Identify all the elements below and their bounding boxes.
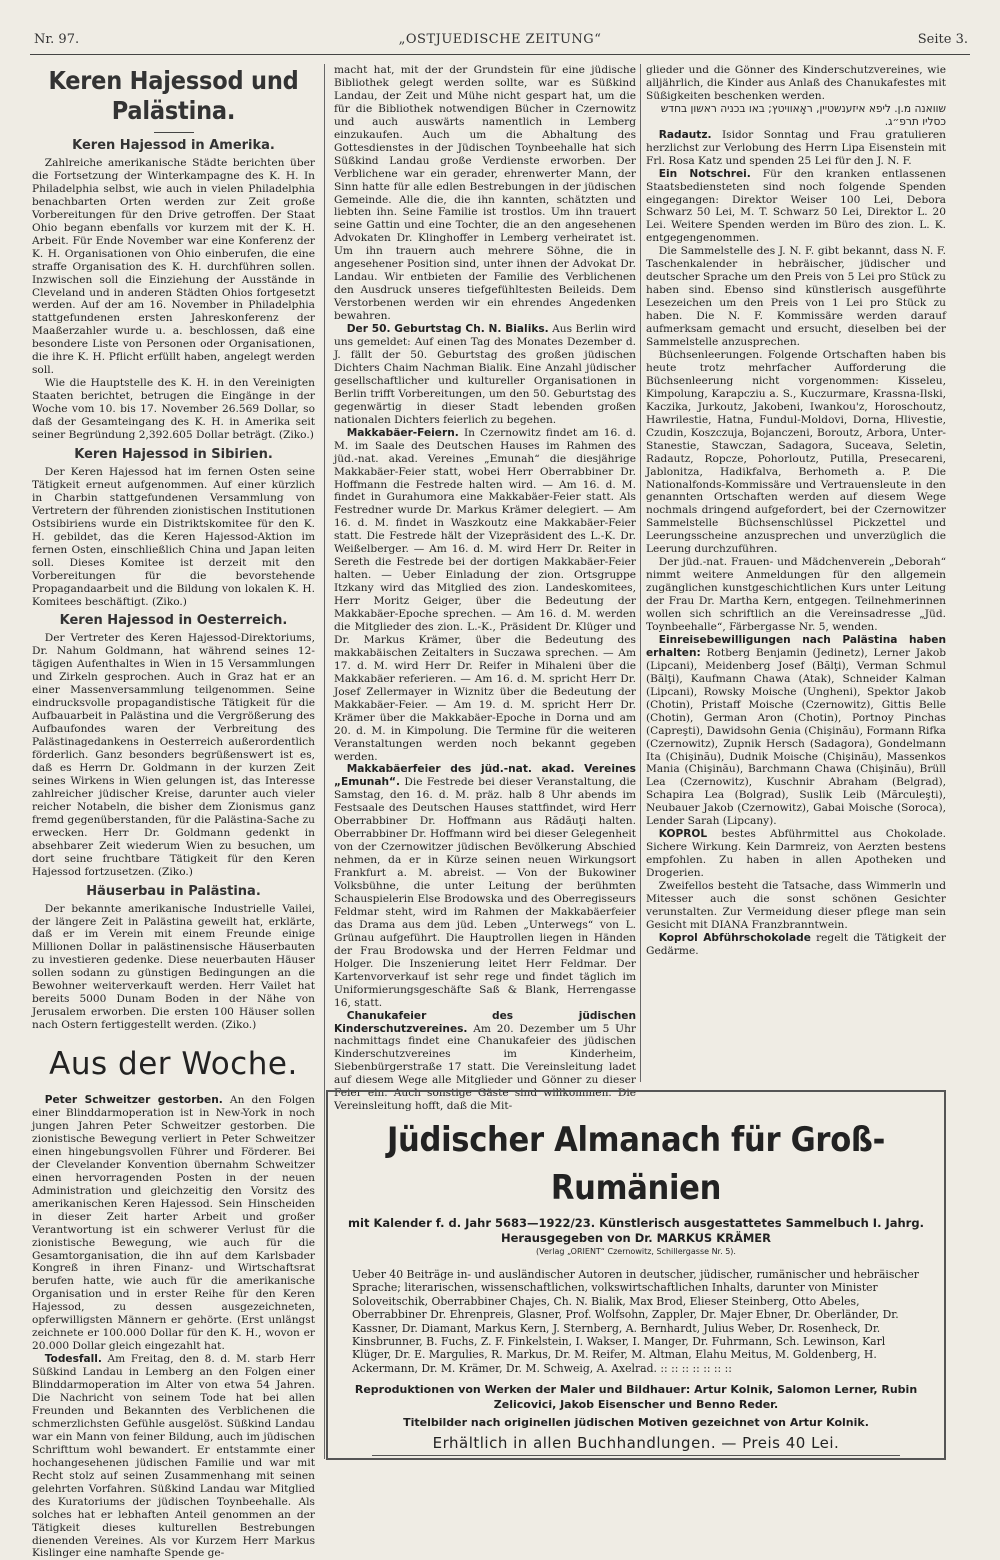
article-paragraph: Wie die Hauptstelle des K. H. in den Vereinigten Staaten berichtet, betrugen die Eingänge in der Woche vom 10. bis 17. November 26.569 Dollar, so daß der Gesamteingang des K. H. in Amerika seit seiner Begründung 2,392.605 Dollar beträgt. (Ziko.) xyxy=(32,377,315,442)
article-paragraph: Der Keren Hajessod hat im fernen Osten seine Tätigkeit erneut aufgenommen. Auf einer kürzlich in Charbin stattgefundenen Versammlung von Vertretern der führenden zionistischen Institutionen Ostsibiriens wurde ein Distriktskomitee für den K. H. gebildet, das die Keren Hajessod-Aktion im fernen Osten, einschließlich China und Japan leiten soll. Dieses Komitee ist derzeit mit den Vorbereitungen für die bevorstehende Propagandaarbeit und die Bildung von lokalen K. H. Komitees beschäftigt. (Ziko.) xyxy=(32,465,315,608)
header-rule xyxy=(30,54,970,55)
article-paragraph: Büchsenleerungen. Folgende Ortschaften haben bis heute trotz mehrfacher Aufforderung die Büchsenleerung nicht vorgenommen: Kisseleu, Kimpolung, Karapcziu a. S., Kuczurmare, Krassna-Ilski, Kaczika, Jurkoutz, Jakobeni, Iwankou'z, Horoschoutz, Hawrilestie, Hatna, Fundul-Moldovi, Dorna, Hlivestie, Czudin, Koszczuja, Bojanczeni, Boroutz, Arbora, Unter-Stanestie, Stawczan, Sadagora, Suceava, Seletin, Radautz, Ropcze, Pohorloutz, Putilla, Presecareni, Jablonitza, Hadikfalva, Berhometh a. P. Die Nationalfonds-Kommissäre und Vertrauensleute in den genannten Ortschaften werden auf diesem Wege nochmals dringend aufgefordert, bei der Czernowitzer Sammelstelle Büchsenschlüssel Pickzettel und Leerungsscheine anzusprechen und unverzüglich die Leerung durchzuführen. xyxy=(646,348,946,556)
article-paragraph xyxy=(32,1353,315,1560)
paragraph-text: Die Festrede bei dieser Veranstaltung, die Samstag, den 16. d. M. präz. halb 8 Uhr abends im Festsaale des Deutschen Hauses stattfindet, wird Herr Oberrabbiner Dr. Hoffmann aus Rădăuţi halten. Oberrabbiner Dr. Hoffmann wird bei dieser Gelegenheit von der Czernowitzer jüdischen Bevölkerung Abschied nehmen, da er in Kürze seinen neuen Wirkungsort Frankfurt a. M. abreist. — Von der Bukowiner Volksbühne, die unter Leitung der berühmten Schauspielerin Else Brodowska und des Oberregisseurs Feldmar steht, wird im Rahmen der Makkabäerfeier das Drama aus dem jüd. Leben „Unterwegs“ von L. Grünau aufgeführt. Die Hauptrollen liegen in Händen der Frau Brodowska und der Herren Feldmar und Holger. Die Inszenierung leitet Herr Feldmar. Der Kartenvorverkauf ist sehr rege und findet täglich im Uniformierungsgeschäfte Saß & Blank, Herrengasse 16, statt. xyxy=(334,776,636,1009)
paragraph-text: Isidor Sonntag und Frau gratulieren herzlichst zur Verlobung des Herrn Lipa Eisenstein mit Frl. Rosa Katz und spenden 25 Lei für den J. N. F. xyxy=(646,128,946,167)
ad-availability: Erhältlich in allen Buchhandlungen. — Preis 40 Lei. xyxy=(432,1433,840,1452)
section-heading-amerika: Keren Hajessod in Amerika. xyxy=(72,138,275,153)
column-divider-1 xyxy=(324,64,325,1459)
article-paragraph: Der Vertreter des Keren Hajessod-Direktoriums, Dr. Nahum Goldmann, hat während seines 12-tägigen Aufenthaltes in Wien in 15 Versammlungen und Zirkeln gesprochen. Auch in Graz hat er an einer Massenversammlung teilgenommen. Seine eindrucksvolle propagandistische Tätigkeit für die Aufbauarbeit in Palästina und die Vergrößerung des Aufbaufondes waren der Verbreitung des Palästinagedankens in Oesterreich außerordentlich förderlich. Ganz besonders begrüßenswert ist es, daß es Herrn Dr. Goldmann in der kurzen Zeit seines Wirkens in Wien gelungen ist, das Interesse zahlreicher jüdischer Kreise, darunter auch vieler reicher Notabeln, die bisher dem Zionismus ganz fremd gegenüberstanden, für die Palästina-Sache zu erwecken. Herr Dr. Goldmann gedenkt in absehbarer Zeit wiederum Wien zu besuchen, um dort seine fruchtbare Tätigkeit für den Keren Hajessod fortzusetzen. (Ziko.) xyxy=(32,632,315,878)
hebrew-notice: שוואנה מ.ן. ליפא איזענשטיין, ראָאוויטץ; באו בכניה ראשון בחדש כסליו תרפ״ג. xyxy=(660,102,946,128)
column-divider-2 xyxy=(640,64,641,1082)
main-headline: Keren Hajessod und Palästina. xyxy=(48,66,299,125)
newspaper-title: „OSTJUEDISCHE ZEITUNG“ xyxy=(398,32,602,47)
ad-editor: Herausgegeben von Dr. MARKUS KRÄMER xyxy=(500,1231,772,1245)
paragraph-lead: Der 50. Geburtstag Ch. N. Bialiks. xyxy=(346,323,549,336)
paragraph-lead: Makkabäerfeier des jüd.-nat. akad. Vereines „Emunah“. xyxy=(334,763,636,789)
paragraph-text: An den Folgen einer Blinddarmoperation ist in New-York in noch jungen Jahren Peter Schweitzer gestorben. Die zionistische Bewegung verliert in Peter Schweitzer einen hingebungsvollen Führer und Förderer. Bei der Clevelander Konvention übernahm Schweitzer einen hervorragenden Posten in der neuen Administration und gleichzeitig den Vorsitz des amerikanischen Keren Hajessod. Sein Hinscheiden in dieser Zeit harter Arbeit und großer Verantwortung ist ein schwerer Verlust für die zionistische Bewegung, wie auch für die Gesamtorganisation, die ihn auf dem Karlsbader Kongreß in ihren Finanz- und Wirtschaftsrat berufen hatte, wie auch für die amerikanische Organisation und in erster Reihe für den Keren Hajessod, zu dessen ausgezeichneten, opferwilligsten Männern er gehörte. (Erst unlängst zeichnete er 100.000 Dollar für den K. H., wovon er 20.000 Dollar gleich eingezahlt hat. xyxy=(32,1094,315,1353)
article-paragraph: macht hat, mit der der Grundstein für eine jüdische Bibliothek gelegt werden sollte, war es Süßkind Landau, der Zeit und Mühe nicht gespart hat, um die für die Bibliothek notwendigen Bücher in Czernowitz und auch auswärts namentlich in Lemberg einzukaufen. Auch um die Abhaltung des Gottesdienstes in der Jüdischen Toynbeehalle hat sich Süßkind Landau große Verdienste erworben. Der Verblichene war ein gerader, ehrenwerter Mann, der Sinn hatte für alle edlen Bestrebungen in der jüdischen Gemeinde. Alle die, die ihn kannten, schätzten und liebten ihn. Seine Familie ist trostlos. Um ihn trauert seine Gattin und eine Tochter, die an den angesehenen Advokaten Dr. Klinghoffer in Lemberg verheiratet ist. Um ihn trauern auch mehrere Söhne, die in angesehener Position sind, unter ihnen der Advokat Dr. Landau. Wir entbieten der Familie des Verblichenen den Ausdruck unseres tiefgefühltesten Beileids. Dem Verstorbenen werden wir ein ehrendes Angedenken bewahren. xyxy=(334,64,636,323)
paragraph-text: bestes Abführmittel aus Chokolade. Sichere Wirkung. Kein Darmreiz, von Aerzten bestens empfohlen. Zu haben in allen Apotheken und Drogerien. xyxy=(646,828,946,880)
section-rule xyxy=(154,132,194,133)
ad-subtitle: mit Kalender f. d. Jahr 5683—1922/23. Künstlerisch ausgestattetes Sammelbuch I. Jahrg. xyxy=(348,1216,924,1230)
column-2 xyxy=(334,64,637,1113)
article-paragraph xyxy=(646,168,946,246)
ad-title-images: Titelbilder nach originellen jüdischen Motiven gezeichnet von Artur Kolnik. xyxy=(403,1416,869,1430)
page-header xyxy=(30,28,970,50)
ad-reproductions: Reproduktionen von Werken der Maler und Bildhauer: Artur Kolnik, Salomon Lerner, Rubin Zelicovici, Jakob Eisenscher und Benno Reder. xyxy=(354,1383,918,1411)
section-heading-haeuserbau: Häuserbau in Palästina. xyxy=(86,883,261,899)
section-heading-sibirien: Keren Hajessod in Sibirien. xyxy=(74,446,273,462)
article-paragraph: Der jüd.-nat. Frauen- und Mädchenverein „Deborah“ nimmt weitere Anmeldungen für den allgemein zugänglichen kunstgeschichtlichen Kurs unter Leitung der Frau Dr. Martha Kern, entgegen. Teilnehmerinnen wollen sich schriftlich an die Vereinsadresse „Jüd. Toynbeehalle“, Färbergasse Nr. 5, wenden. xyxy=(646,556,946,633)
ad-publisher: (Verlag „ORIENT“ Czernowitz, Schillergasse Nr. 5). xyxy=(536,1247,736,1256)
paragraph-lead: KOPROL xyxy=(658,828,708,841)
article-paragraph xyxy=(334,323,636,427)
page-label: Seite 3. xyxy=(917,32,968,47)
article-paragraph xyxy=(32,1094,315,1353)
paragraph-lead: Koprol Abführschokolade xyxy=(658,931,811,944)
paragraph-text: Am 20. Dezember um 5 Uhr nachmittags findet eine Chanukafeier des jüdischen Kinderschutzvereines im Kinderheim, Siebenbürgerstraße 17 statt. Die Vereinsleitung ladet auf diesem Wege alle Mitglieder und Gönner zu dieser Feier ein. Auch sonstige Gäste sind willkommen. Die Vereinsleitung hofft, daß die Mit- xyxy=(334,1022,636,1113)
article-paragraph: glieder und die Gönner des Kinderschutzvereines, wie alljährlich, die Kinder aus Anlaß des Chanukafestes mit Süßigkeiten beschenken werden. xyxy=(646,64,946,102)
ad-title: Jüdischer Almanach für Groß-Rumänien xyxy=(386,1120,886,1208)
paragraph-text: regelt die Tätigkeit der Gedärme. xyxy=(646,931,946,957)
article-paragraph xyxy=(334,427,636,764)
paragraph-text: Rotberg Benjamin (Jedinetz), Lerner Jakob (Lipcani), Meidenberg Josef (Bălţi), Verman Schmul (Bălţi), Kaufmann Chawa (Atak), Schneider Kalman (Lipcani), Rowsky Moische (Ungheni), Spektor Jakob (Chotin), Pristaff Moische (Czernowitz), Gittis Belle (Chotin), German Aron (Chotin), Portnoy Pinchas (Capreşti), Dawidsohn Genia (Chişinău), Formann Rifka (Czernowitz), Zupnik Hersch (Sadagora), Gondelmann Ita (Chişinău), Dudnik Moische (Chişinău), Massenkos Mania (Chişinău), Barchmann Chawa (Chişinău), Brüll Lea (Czernowitz), Kuschnir Abraham (Belgrad), Schapira Lea (Bolgrad), Suslik Leib (Mărculeşti), Neubauer Jakob (Czernowitz), Gabai Moische (Soroca), Lender Sarah (Lipcany). xyxy=(646,646,946,828)
advertisement-paragraph xyxy=(646,932,946,958)
article-paragraph: Der bekannte amerikanische Industrielle Vailei, der längere Zeit in Palästina geweilt hat, erklärte, daß er im Verein mit einem Freunde einige Millionen Dollar in palästinensische Häuserbauten zu investieren gedenke. Diese neuerbauten Häuser sollen sodann zu günstigen Bedingungen an die Bewohner weiterverkauft werden. Herr Vailet hat bereits 5000 Dunam Boden in der Nähe von Jerusalem erworben. Die ersten 100 Häuser sollen nach Ostern fertiggestellt werden. (Ziko.) xyxy=(32,902,315,1032)
advertisement-paragraph: Zweifellos besteht die Tatsache, dass Wimmerln und Mitesser auch die sonst schönen Gesichter verunstalten. Zur Vermeidung dieser pflege man sein Gesicht mit DIANA Franzbranntwein. xyxy=(646,880,946,931)
paragraph-text: Für den kranken entlassenen Staatsbediensteten sind noch folgende Spenden eingegangen: Direktor Weiser 100 Lei, Debora Schwarz 50 Lei, M. T. Schwarz 50 Lei, Direktor L. 20 Lei. Weitere Spenden werden im Büro des zion. L. K. entgegengenommen. xyxy=(646,167,947,245)
paragraph-lead: Radautz. xyxy=(658,128,712,141)
paragraph-lead: Ein Notschrei. xyxy=(658,167,751,180)
article-paragraph xyxy=(334,763,636,1009)
column-3 xyxy=(646,64,946,1080)
paragraph-text: In Czernowitz findet am 16. d. M. im Saale des Deutschen Hauses im Rahmen des jüd.-nat. akad. Vereines „Emunah“ die diesjährige Makkabäer-Feier statt, wobei Herr Oberrabbiner Dr. Hoffmann die Festrede halten wird. — Am 16. d. M. findet in Gurahumora eine Makkabäer-Feier statt. Als Festredner wurde Dr. Markus Krämer delegiert. — Am 16. d. M. findet in Waszkoutz eine Makkabäer-Feier statt. Die Festrede hält der Vizepräsident des L.-K. Dr. Weißelberger. — Am 16. d. M. wird Herr Dr. Reiter in Sereth die Festrede bei der dortigen Makkabäer-Feier halten. — Ueber Einladung der zion. Ortsgruppe Itzkany wird das Mitglied des zion. Landeskomitees, Herr Moritz Geiger, über die Bedeutung der Makkabäer-Epoche sprechen. — Am 16. d. M. werden die Mitglieder des zion. L.-K., Präsident Dr. Klüger und Dr. Markus Krämer, über die Bedeutung des makkabäischen Zeitalters in Suczawa sprechen. — Am 17. d. M. wird Herr Dr. Reifer in Mihaleni über die Makkabäer referieren. — Am 16. d. M. spricht Herr Dr. Josef Zellermayer in Wiznitz über die Bedeutung der Makkabäer-Feier. — Am 19. d. M. spricht Herr Dr. Krämer über die Makkabäer-Epoche in Dorna und am 20. d. M. in Kimpolung. Die Termine für die weiteren Veranstaltungen werden noch bekannt gegeben werden. xyxy=(334,426,636,763)
paragraph-text: Aus Berlin wird uns gemeldet: Auf einen Tag des Monates Dezember d. J. fällt der 50. Geburtstag des großen jüdischen Dichters Chaim Nachman Bialik. Eine Anzahl jüdischer gesellschaftlicher und kultureller Organisationen in Berlin trifft Vorbereitungen, um den 50. Geburtstag des gegenwärtig in dieser Stadt lebenden großen nationalen Dichters feierlich zu begehen. xyxy=(334,323,637,426)
column-1 xyxy=(32,64,315,1560)
paragraph-lead: Todesfall. xyxy=(44,1353,102,1366)
article-paragraph xyxy=(646,129,946,168)
paragraph-lead: Chanukafeier des jüdischen Kinderschutzvereines. xyxy=(334,1009,636,1035)
section-heading-oesterreich: Keren Hajessod in Oesterreich. xyxy=(59,613,288,629)
ad-rule xyxy=(372,1455,900,1456)
paragraph-text: Am Freitag, den 8. d. M. starb Herr Süßkind Landau in Lemberg an den Folgen einer Blinddarmoperation im Alter von etwa 54 Jahren. Die Nachricht von seinem Tode hat bei allen Freunden und Bekannten des Verblichenen die schmerzlichsten Gefühle ausgelöst. Süßkind Landau war ein Mann von feiner Bildung, auch im jüdischen Schrifttum wohl bewandert. Er entstammte einer hochangesehenen jüdischen Familie und war mit Recht stolz auf seinen Zusammenhang mit seinen gelehrten Vorfahren. Süßkind Landau war Mitglied des Kuratoriums der jüdischen Toynbeehalle. Als solches hat er lebhaften Anteil genommen an der Tätigkeit dieses kulturellen Bestrebungen dienenden Vereines. Als vor Kurzem Herr Markus Kislinger eine namhafte Spende ge- xyxy=(32,1353,315,1560)
paragraph-lead: Makkabäer-Feiern. xyxy=(346,426,459,439)
paragraph-lead: Einreisebewilligungen nach Palästina haben erhalten: xyxy=(646,633,946,659)
paragraph-lead: Peter Schweitzer gestorben. xyxy=(44,1094,223,1107)
article-paragraph: Die Sammelstelle des J. N. F. gibt bekannt, dass N. F. Taschenkalender in hebräischer, jüdischer und deutscher Sprache um den Preis von 5 Lei pro Stück zu haben sind. Ebenso sind künstlerisch ausgeführte Lesezeichen um den Preis von 1 Lei pro Stück zu haben. Die N. F. Kommissäre werden darauf aufmerksam gemacht und ersucht, dieselben bei der Sammelstelle anzusprechen. xyxy=(646,245,946,349)
section-headline-aus-der-woche: Aus der Woche. xyxy=(49,1046,298,1083)
ad-body: Ueber 40 Beiträge in- und ausländischer Autoren in deutscher, jüdischer, rumänischer und hebräischer Sprache; literarischen, wissenschaftlichen, volkswirtschaftlichen Inhalts, darunter von Minister Soloveitschik, Oberrabbiner Chajes, Ch. N. Bialik, Max Brod, Elieser Steinberg, Otto Abeles, Oberrabbiner Dr. Ehrenpreis, Glasner, Prof. Wolfsohn, Zappler, Dr. Majer Ebner, Dr. Oberländer, Dr. Kassner, Dr. Diamant, Markus Kern, J. Sternberg, A. Bernhardt, Julius Weber, Dr. Rosenheck, Dr. Kinsbrunner, B. Fuchs, Z. F. Finkelstein, I. Wakser, I. Manger, Dr. Fuhrmann, Sch. Lewinson, Karl Klüger, Dr. E. Margulies, R. Markus, Dr. M. Reifer, M. Altman, Elahu Meitus, M. Goldenberg, H. Ackermann, Dr. M. Krämer, Dr. M. Schweig, A. Axelrad. :: :: :: :: :: :: :: xyxy=(352,1268,919,1375)
advertisement-paragraph xyxy=(646,828,946,880)
page-number: Nr. 97. xyxy=(34,32,80,47)
article-paragraph xyxy=(646,634,946,828)
article-paragraph: Zahlreiche amerikanische Städte berichten über die Fortsetzung der Winterkampagne des K. H. In Philadelphia selbst, wie auch in vielen Philadelphia benachbarten Orten werden zur Zeit große Vorbereitungen für den Drive getroffen. Der Staat Ohio begann ebenfalls vor kurzem mit der K. H. Arbeit. Für Ende November war eine Konferenz der K. H. Organisationen von Ohio einberufen, die eine straffe Organisation des K. H. durchführen sollen. Inzwischen soll die Einziehung der Ausstände in Cleveland und in anderen Städten Ohios fortgesetzt werden. Auf der am 16. November in Philadelphia stattgefundenen ersten Jahreskonferenz der Maaßerzahler wurde u. a. beschlossen, daß eine besondere Liste von Personen oder Organisationen, die ihre K. H. Pflicht erfüllt haben, angelegt werden soll. xyxy=(32,157,315,377)
almanach-advertisement xyxy=(326,1090,946,1460)
